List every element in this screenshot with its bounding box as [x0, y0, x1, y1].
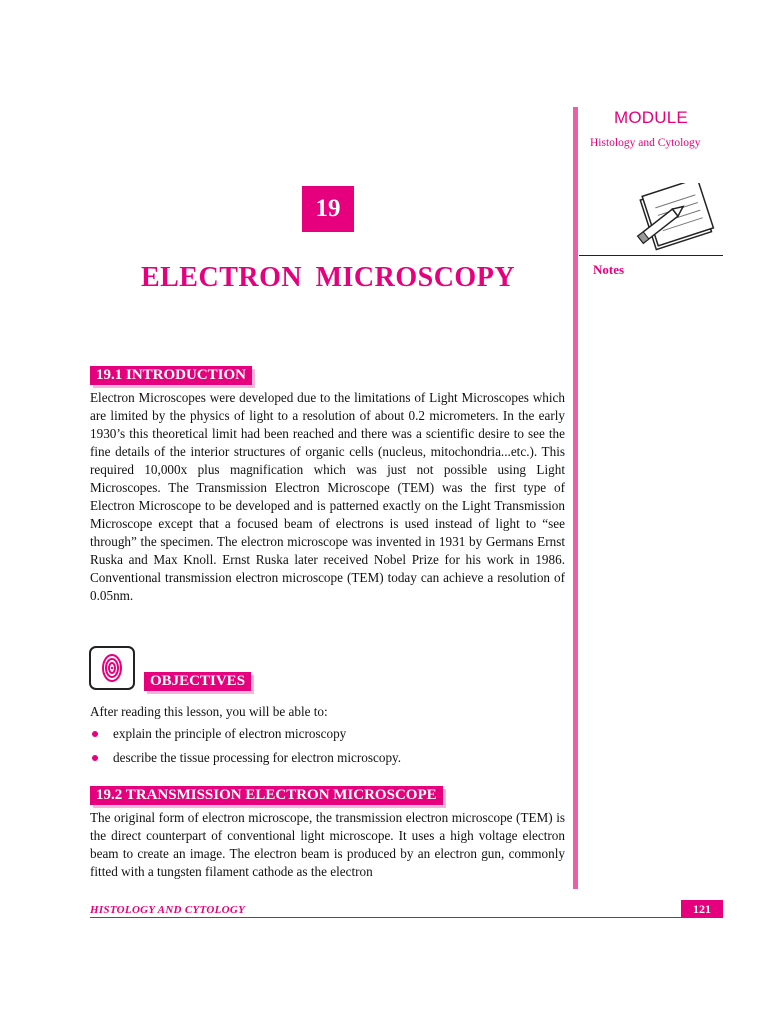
page-number: 121 — [693, 901, 711, 916]
chapter-title: ELECTRON MICROSCOPY — [140, 262, 516, 293]
notes-label: Notes — [593, 262, 625, 277]
footer-rule — [90, 917, 723, 918]
objectives-list — [90, 725, 401, 773]
section-heading-introduction: 19.1 INTRODUCTION — [90, 366, 252, 385]
bullet-icon — [92, 731, 98, 737]
objective-text: describe the tissue processing for electron microscopy. — [113, 750, 402, 765]
page-number-badge — [681, 900, 723, 918]
tem-paragraph: The original form of electron microscope, the transmission electron microscope (TEM) is the direct counterpart of conventional light microscope. It uses a high voltage electron beam to create an image. The electron beam is produced by an electron gun, commonly fitted with a tungsten filament cathode as the electron — [90, 810, 565, 879]
target-icon — [89, 646, 135, 690]
module-title: MODULE — [614, 108, 688, 127]
notepad-pencil-icon — [626, 183, 720, 257]
objectives-intro: After reading this lesson, you will be able to: — [90, 704, 328, 719]
section-heading-tem: 19.2 TRANSMISSION ELECTRON MICROSCOPE — [90, 786, 443, 805]
objective-text: explain the principle of electron microscopy — [113, 726, 347, 741]
notes-divider — [579, 255, 723, 256]
bullet-icon — [92, 755, 98, 761]
list-item — [90, 725, 401, 749]
footer-book-title: HISTOLOGY AND CYTOLOGY — [90, 904, 246, 916]
margin-divider-bar — [573, 107, 578, 889]
chapter-number-badge — [302, 186, 354, 232]
chapter-number: 19 — [315, 195, 341, 222]
module-subtitle: Histology and Cytology — [590, 137, 701, 149]
section-heading-objectives: OBJECTIVES — [144, 672, 251, 691]
list-item — [90, 749, 401, 773]
introduction-paragraph: Electron Microscopes were developed due to the limitations of Light Microscopes which are limited by the physics of light to a resolution of about 0.2 micrometers. In the early 1930’s this theoretical limit had been reached and there was a scientific desire to see the fine details of the interior structures of organic cells (nucleus, mitochondria...etc.). This required 10,000x plus magnification which was just not possible using Light Microscopes. The Transmission Electron Microscope (TEM) was the first type of Electron Microscope to be developed and is patterned exactly on the Light Transmission Microscope except that a focused beam of electrons is used instead of light to “see through” the specimen. The electron microscope was invented in 1931 by Germans Ernst Ruska and Max Knoll. Ernst Ruska later received Nobel Prize for his work in 1986. Conventional transmission electron microscope (TEM) today can achieve a resolution of 0.05nm. — [90, 390, 565, 603]
